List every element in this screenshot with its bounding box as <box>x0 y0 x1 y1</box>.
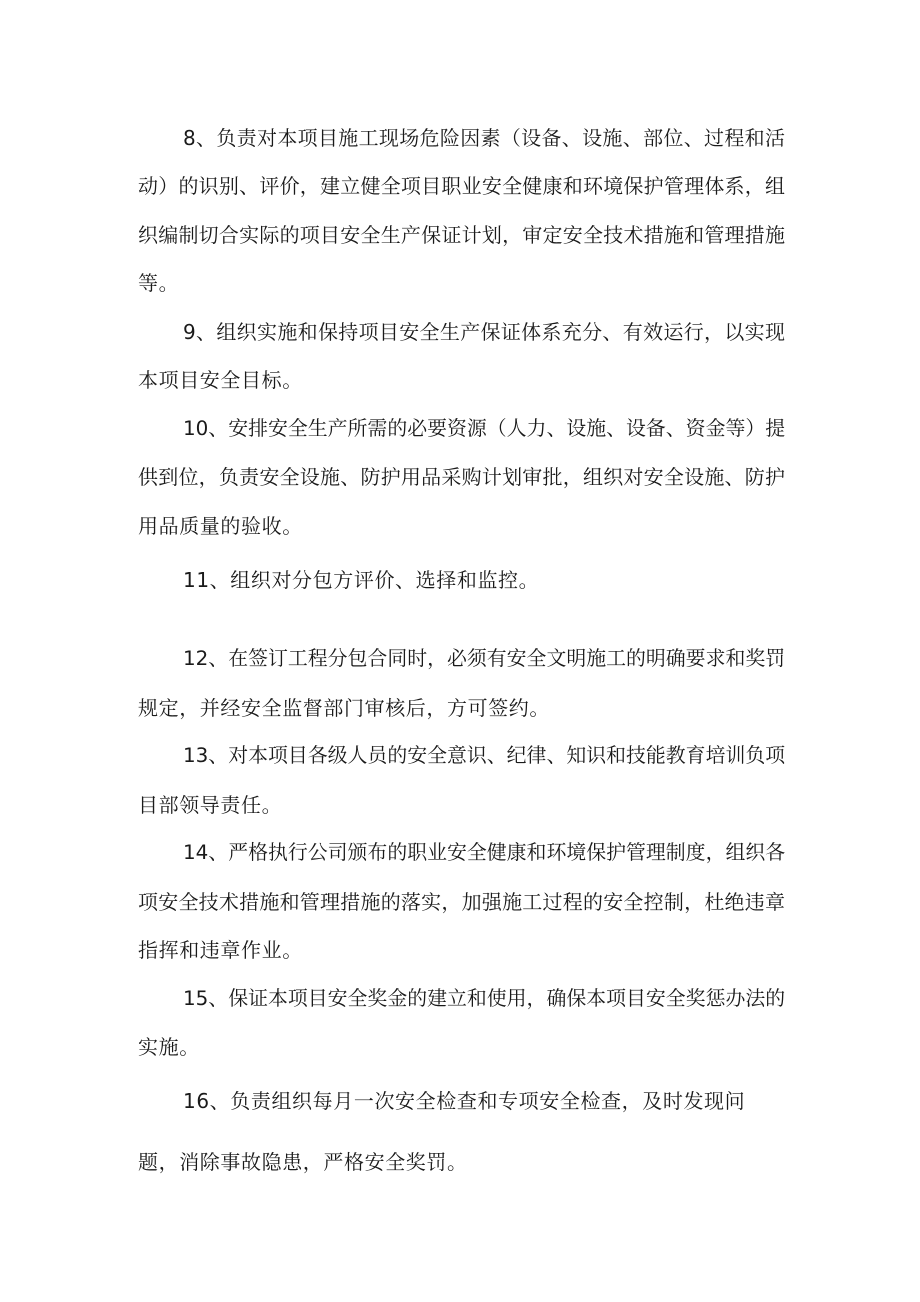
paragraph-line: 本项目安全目标。 <box>138 368 303 392</box>
paragraph-line: 8、负责对本项目施工现场危险因素（设备、设施、部位、过程和活 <box>183 126 785 150</box>
paragraph-line: 14、严格执行公司颁布的职业安全健康和环境保护管理制度，组织各 <box>183 841 786 864</box>
paragraph-line: 15、保证本项目安全奖金的建立和使用，确保本项目安全奖惩办法的 <box>183 987 786 1010</box>
paragraph-line: 目部领导责任。 <box>138 793 283 817</box>
paragraph-line: 11、组织对分包方评价、选择和监控。 <box>183 568 540 592</box>
paragraph-line: 供到位，负责安全设施、防护用品采购计划审批，组织对安全设施、防护 <box>138 465 785 489</box>
paragraph-line: 动）的识别、评价，建立健全项目职业安全健康和环境保护管理体系，组 <box>138 174 785 198</box>
paragraph-line: 用品质量的验收。 <box>138 514 303 538</box>
paragraph-line: 织编制切合实际的项目安全生产保证计划，审定安全技术措施和管理措施 <box>138 223 785 247</box>
paragraph-line: 10、安排安全生产所需的必要资源（人力、设施、设备、资金等）提 <box>183 417 786 440</box>
paragraph-line: 等。 <box>138 271 180 295</box>
paragraph-line: 12、在签订工程分包合同时，必须有安全文明施工的明确要求和奖罚 <box>183 647 786 670</box>
paragraph-line: 题，消除事故隐患，严格安全奖罚。 <box>138 1150 468 1174</box>
paragraph-line: 16、负责组织每月一次安全检查和专项安全检查，及时发现问 <box>183 1089 746 1113</box>
paragraph-line: 项安全技术措施和管理措施的落实，加强施工过程的安全控制，杜绝违章 <box>138 890 785 914</box>
paragraph-line: 规定，并经安全监督部门审核后，方可签约。 <box>138 696 550 720</box>
paragraph-line: 实施。 <box>138 1035 200 1059</box>
paragraph-line: 指挥和违章作业。 <box>138 938 303 962</box>
paragraph-line: 13、对本项目各级人员的安全意识、纪律、知识和技能教育培训负项 <box>183 744 786 767</box>
paragraph-line: 9、组织实施和保持项目安全生产保证体系充分、有效运行，以实现 <box>183 320 785 344</box>
